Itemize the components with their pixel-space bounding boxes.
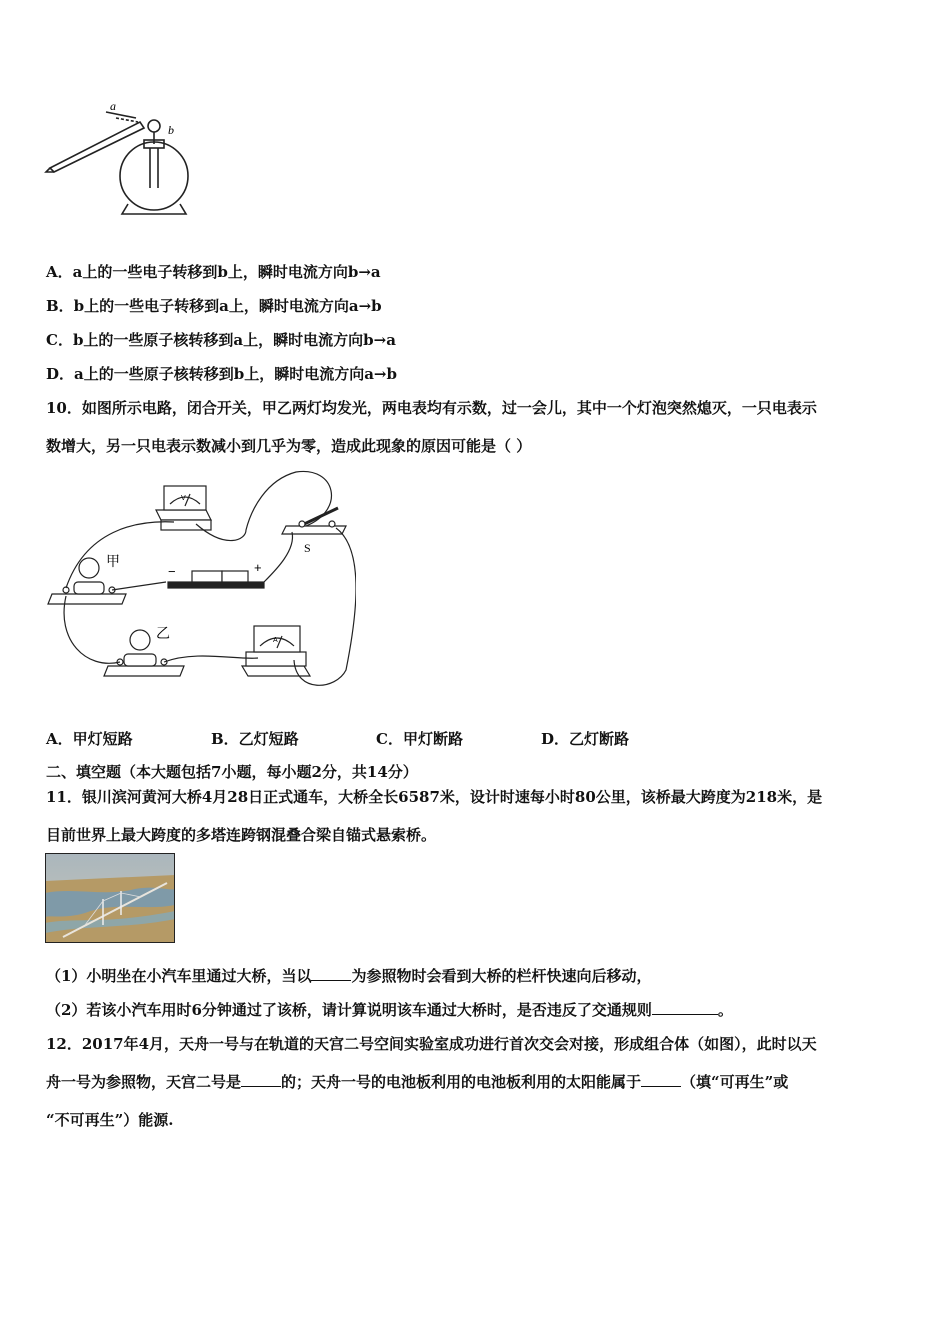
label-minus: −	[168, 564, 176, 579]
q12-line2	[46, 1072, 788, 1092]
q12-line3: “不可再生”）能源.	[46, 1111, 174, 1129]
q10-stem-line2: 数增大，另一只电表示数减小到几乎为零，造成此现象的原因可能是（ ）	[46, 437, 532, 455]
label-ammeter: A	[273, 637, 278, 644]
q10-option-a: A．甲灯短路	[46, 730, 133, 748]
label-switch: S	[304, 541, 311, 555]
q12-blank-2[interactable]	[641, 1072, 681, 1087]
electroscope-figure	[44, 96, 194, 221]
q12-line2-after: （填“可再生”或	[681, 1073, 789, 1091]
q11-blank-2[interactable]	[652, 1000, 718, 1015]
q9-option-d: D．a上的一些原子核转移到b上，瞬时电流方向a→b	[46, 365, 397, 383]
q11-sub2	[46, 1000, 733, 1020]
bridge-photo	[45, 853, 175, 943]
q12-blank-1[interactable]	[241, 1072, 281, 1087]
q10-option-b: B．乙灯短路	[211, 730, 299, 748]
q10-option-c: C．甲灯断路	[376, 730, 463, 748]
label-plus: +	[254, 560, 262, 575]
section-heading: 二、填空题（本大题包括7小题，每小题2分，共14分）	[46, 763, 418, 781]
q11-sub2-after: 。	[717, 1001, 733, 1019]
label-lamp1: 甲	[106, 555, 120, 570]
q9-option-c: C．b上的一些原子核转移到a上，瞬时电流方向b→a	[46, 331, 396, 349]
label-a: a	[110, 99, 116, 113]
q9-option-a: A．a上的一些电子转移到b上，瞬时电流方向b→a	[46, 263, 381, 281]
q12-line2-before: 舟一号为参照物，天宫二号是	[46, 1073, 242, 1091]
q11-blank-1[interactable]	[311, 966, 351, 981]
label-voltmeter: V	[181, 495, 186, 502]
circuit-figure	[46, 470, 356, 692]
q9-option-b: B．b上的一些电子转移到a上，瞬时电流方向a→b	[46, 297, 382, 315]
q11-sub2-before: （2）若该小汽车用时6分钟通过了该桥，请计算说明该车通过大桥时，是否违反了交通规则	[46, 1001, 652, 1019]
q11-stem-line2: 目前世界上最大跨度的多塔连跨钢混叠合梁自锚式悬索桥。	[46, 826, 437, 844]
label-b: b	[168, 123, 174, 137]
q11-sub1	[46, 966, 651, 986]
q10-stem-line1: 10．如图所示电路，闭合开关，甲乙两灯均发光，两电表均有示数，过一会儿，其中一个灯泡突然熄灭，一只电表示	[46, 399, 817, 417]
q12-line1: 12．2017年4月，天舟一号与在轨道的天宫二号空间实验室成功进行首次交会对接，形成组合体（如图），此时以天	[46, 1035, 817, 1053]
q11-stem-line1: 11．银川滨河黄河大桥4月28日正式通车，大桥全长6587米，设计时速每小时80公里，该桥最大跨度为218米，是	[46, 788, 823, 806]
q10-option-d: D．乙灯断路	[541, 730, 630, 748]
q12-line2-mid: 的；天舟一号的电池板利用的电池板利用的太阳能属于	[281, 1073, 642, 1091]
label-lamp2: 乙	[156, 627, 170, 642]
q11-sub1-after: 为参照物时会看到大桥的栏杆快速向后移动，	[351, 967, 652, 985]
q11-sub1-before: （1）小明坐在小汽车里通过大桥，当以	[46, 967, 312, 985]
